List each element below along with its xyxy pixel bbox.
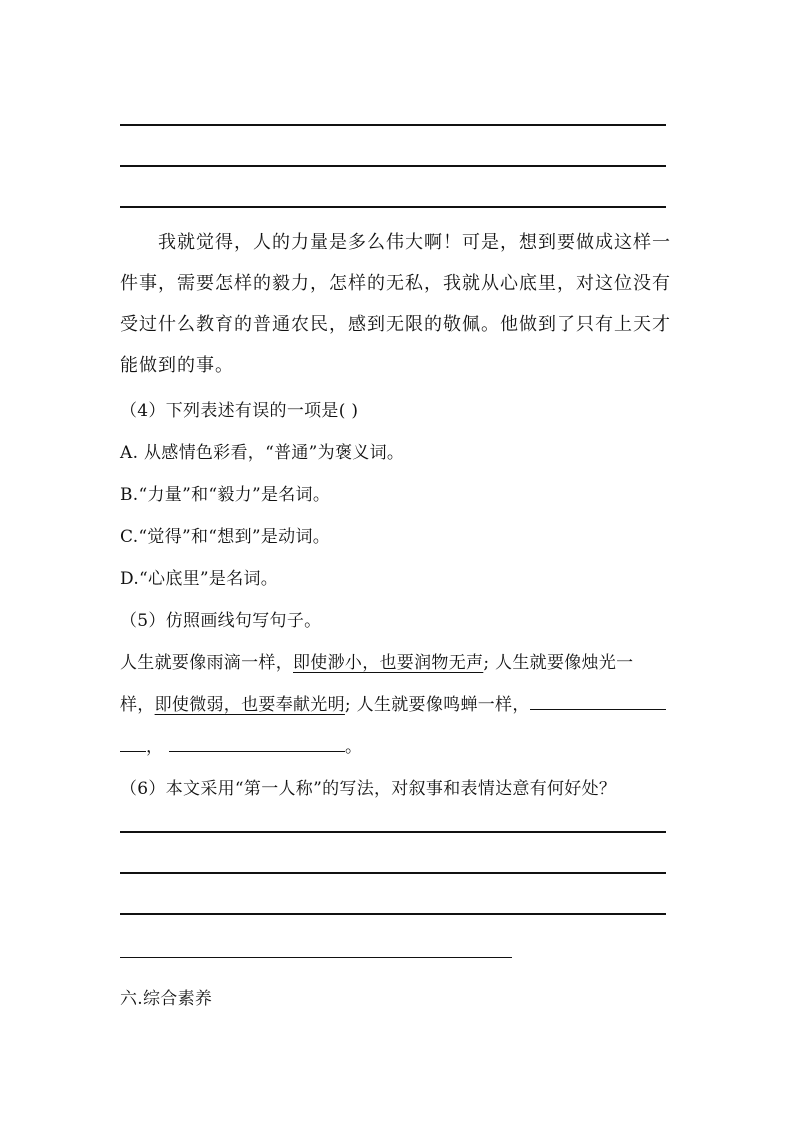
underlined-sentence: 即使微弱，也要奉献光明 [154, 695, 345, 715]
question-6-stem: （6）本文采用“第一人称”的写法，对叙事和表情达意有何好处？ [120, 779, 617, 799]
answer-line[interactable] [120, 913, 666, 915]
answer-line [120, 165, 666, 167]
question-5-stem: （5）仿照画线句写句子。 [120, 611, 322, 631]
answer-line[interactable] [120, 957, 512, 958]
option-c: C.“觉得”和“想到”是动词。 [120, 527, 331, 547]
q5-sentence-line-2 [120, 690, 666, 715]
answer-line[interactable] [120, 831, 666, 833]
q5-text: 人生就要像雨滴一样， [120, 653, 293, 673]
q5-text: 样， [120, 695, 155, 715]
q5-text: 。 [345, 737, 363, 757]
fill-blank[interactable] [169, 735, 345, 752]
q5-text: ; 人生就要像鸣蝉一样， [344, 695, 530, 715]
q5-text: ， [146, 737, 164, 757]
q5-text: ; 人生就要像烛光一 [483, 653, 634, 673]
option-b: B.“力量”和“毅力”是名词。 [120, 485, 331, 505]
q5-sentence-line-1 [120, 648, 633, 673]
passage-paragraph [120, 222, 680, 386]
option-d: D.“心底里”是名词。 [120, 569, 279, 589]
section-6-title: 六.综合素养 [120, 989, 213, 1009]
fill-blank[interactable] [530, 693, 666, 710]
question-4-stem: （4）下列表述有误的一项是( ) [120, 401, 359, 421]
answer-line [120, 206, 666, 208]
option-a: A. 从感情色彩看，“普通”为褒义词。 [120, 443, 405, 463]
answer-line [120, 124, 666, 126]
underlined-sentence: 即使渺小，也要润物无声 [293, 653, 484, 673]
passage-text: 我就觉得，人的力量是多么伟大啊！可是，想到要做成这样一件事，需要怎样的毅力，怎样的无私，我就从心底里，对这位没有受过什么教育的普通农民，感到无限的敬佩。他做到了只有上天才能做到的事。 [120, 232, 671, 376]
answer-line[interactable] [120, 872, 666, 874]
q5-sentence-line-3 [120, 732, 362, 757]
fill-blank[interactable] [120, 735, 146, 752]
